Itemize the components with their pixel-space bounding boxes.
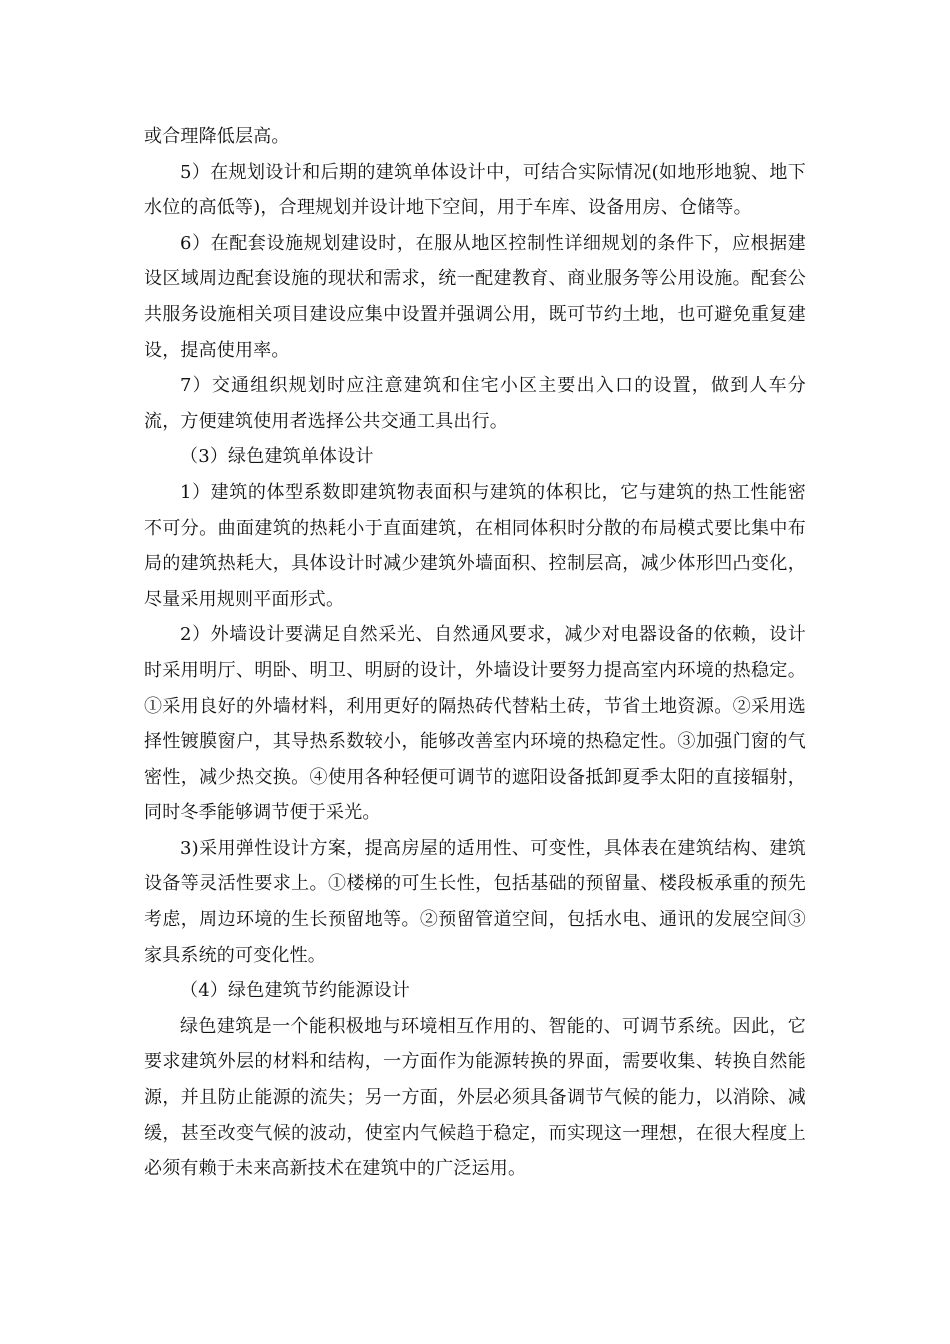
- paragraph-item-1: 1）建筑的体型系数即建筑物表面积与建筑的体积比，它与建筑的热工性能密不可分。曲面建筑的热耗小于直面建筑，在相同体积时分散的布局模式要比集中布局的建筑热耗大，具体设计时减少建筑外墙面积、控制层高，减少体形凹凸变化，尽量采用规则平面形式。: [144, 481, 806, 610]
- paragraph-green-building: 绿色建筑是一个能积极地与环境相互作用的、智能的、可调节系统。因此，它要求建筑外层的材料和结构，一方面作为能源转换的界面，需要收集、转换自然能源，并且防止能源的流失；另一方面，外层必须具备调节气候的能力，以消除、减缓，甚至改变气候的波动，使室内气候趋于稳定，而实现这一理想，在很大程度上必须有赖于未来高新技术在建筑中的广泛运用。: [144, 1015, 806, 1180]
- paragraph-item-5: 5）在规划设计和后期的建筑单体设计中，可结合实际情况(如地形地貌、地下水位的高低等)，合理规划并设计地下空间，用于车库、设备用房、仓储等。: [144, 161, 806, 219]
- paragraph-item-3: 3)采用弹性设计方案，提高房屋的适用性、可变性，具体表在建筑结构、建筑设备等灵活性要求上。①楼梯的可生长性，包括基础的预留量、楼段板承重的预先考虑，周边环境的生长预留地等。②预留管道空间，包括水电、通讯的发展空间③家具系统的可变化性。: [144, 837, 806, 966]
- paragraph-item-2: 2）外墙设计要满足自然采光、自然通风要求，减少对电器设备的依赖，设计时采用明厅、明卧、明卫、明厨的设计，外墙设计要努力提高室内环境的热稳定。①采用良好的外墙材料，利用更好的隔热砖代替粘土砖，节省土地资源。②采用选择性镀膜窗户，其导热系数较小，能够改善室内环境的热稳定性。③加强门窗的气密性，减少热交换。④使用各种轻便可调节的遮阳设备抵卸夏季太阳的直接辐射，同时冬季能够调节便于采光。: [144, 624, 806, 824]
- section-heading-4: （4）绿色建筑节约能源设计: [180, 980, 411, 1002]
- document-page: [144, 119, 806, 1187]
- paragraph-item-7: 7）交通组织规划时应注意建筑和住宅小区主要出入口的设置，做到人车分流，方便建筑使用者选择公共交通工具出行。: [144, 375, 806, 432]
- section-heading-3: （3）绿色建筑单体设计: [180, 446, 374, 468]
- paragraph-item-6: 6）在配套设施规划建设时，在服从地区控制性详细规划的条件下，应根据建设区域周边配套设施的现状和需求，统一配建教育、商业服务等公用设施。配套公共服务设施相关项目建设应集中设置并强调公用，既可节约土地，也可避免重复建设，提高使用率。: [144, 232, 806, 361]
- paragraph-continuation: 或合理降低层高。: [144, 126, 290, 147]
